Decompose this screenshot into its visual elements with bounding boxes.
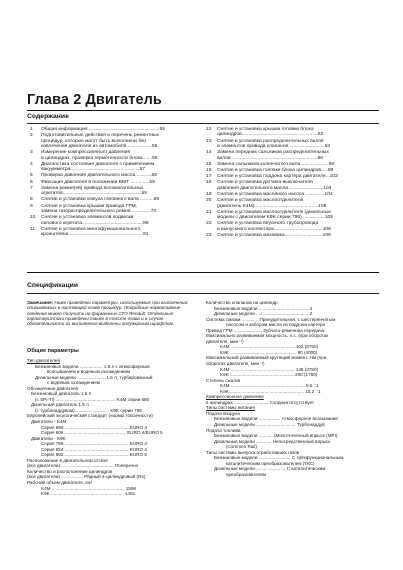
- spec-line: K4M .......................................................... 9.5 : 1: [220, 383, 319, 389]
- contents-entry-number: 22: [206, 221, 212, 227]
- contents-entry: [30, 127, 202, 132]
- spec-line: Максимально развиваемая мощность, л.с. (при оборотах: [206, 333, 329, 339]
- spec-line: в цилиндрах ........................... Сходная отсутствует: [206, 399, 314, 405]
- contents-entry-title: Диагностика состояния двигателя с применением вакуумметра...................................................57: [41, 161, 155, 173]
- note-label: Замечание:: [27, 300, 54, 305]
- contents-entry-title: Фиксация двигателя в положении ВМТ ..............59: [41, 179, 155, 185]
- contents-entry-number: 15: [206, 161, 212, 167]
- contents-entry-title: Снятие и установка кожуха головного вала ..........69: [41, 197, 160, 203]
- spec-line: (все двигатели) ................. Рядный 4-цилиндровый (R4): [27, 474, 146, 480]
- spec-line: Дизельные модели ............................... Турбонаддув: [214, 422, 325, 428]
- contents-entry: [206, 233, 378, 238]
- contents-entry-title: Снятие и установка датчика-выключателя давления двигательного масла .........................104: [217, 180, 332, 191]
- spec-line: Дизельные модели ....................... С каталитическим: [214, 466, 326, 472]
- contents-entry-number: 23: [206, 232, 212, 238]
- spec-line: Дизельный двигатель 1.5 л: [31, 402, 89, 408]
- contents-entry: [30, 186, 202, 197]
- general-params-heading: Общие параметры: [27, 348, 79, 354]
- spec-line: Серия 690 .................................................. EURO 4: [41, 424, 147, 430]
- spec-line: (с турбонаддувом)........................... K9K серии 796: [35, 407, 142, 413]
- spec-line: с водяным охлаждением: [47, 380, 101, 386]
- spec-line: (Common Rail): [226, 444, 257, 450]
- spec-line: Количество и расположение цилиндров: [27, 468, 113, 474]
- specs-note: [27, 300, 197, 326]
- contents-entry: [30, 204, 202, 215]
- contents-entry-title: Снятие и установка крышки головки блока цилиндров........................................................92: [217, 127, 324, 138]
- contents-entry: [206, 139, 378, 150]
- contents-entry: [206, 168, 378, 173]
- spec-line: Степень сжатия: [206, 377, 241, 383]
- specs-rule: [27, 293, 379, 294]
- contents-entry-title: Проверка давления двигательного масла ...........58: [41, 173, 157, 179]
- contents-entry: [30, 150, 202, 161]
- spec-line: Расположение в двигательном отсеке: [27, 457, 108, 463]
- contents-entry-number: 16: [206, 167, 212, 173]
- contents-entry: [30, 162, 202, 173]
- spec-line: каталитическим преобразователем (ТКС): [226, 460, 315, 466]
- contents-entry-number: 18: [206, 180, 212, 186]
- spec-line: Серия 854 .................................................. EURO 4: [41, 446, 147, 452]
- spec-line: всасыванием и водяным охлаждением: [47, 369, 131, 375]
- spec-line: Компрессионное давление: [206, 394, 264, 400]
- contents-entry: [206, 198, 378, 209]
- spec-line: K9K .................................................... 90 (4000): [220, 349, 318, 355]
- contents-entry-number: 11: [30, 226, 36, 232]
- spec-line: Европейский экологический стандарт (нормы токсичности): [27, 413, 153, 419]
- contents-list-left: [30, 127, 202, 238]
- contents-entry: [206, 221, 378, 232]
- contents-entry-number: 6: [30, 179, 33, 185]
- spec-line: (все двигатели) ......................................... Поперечно: [27, 463, 139, 469]
- spec-line: K4M .................................................. 145 (3750): [220, 366, 319, 372]
- contents-entry-title: Измерение компрессионного давления в цилиндрах, проверка герметичности блока.......55: [41, 150, 158, 161]
- spec-line: Подача топлива: [206, 427, 241, 433]
- spec-line: K9K .......................................................... 15.2 : 1: [220, 388, 321, 394]
- spec-line: Бензиновый двигатель 1.6 л: [31, 391, 92, 397]
- contents-entry: [30, 197, 202, 202]
- spec-line: Двигатели - K4M: [31, 419, 67, 425]
- spec-line: K9K ......................................................... 1461: [41, 491, 136, 497]
- contents-entry-title: Снятие и установка впускного трубопровода и выпускного коллектора....................................106: [217, 221, 331, 232]
- spec-line: Дизельные модели ............ Непосредственный впрыск: [214, 438, 331, 444]
- spec-line: Система смазки ............. Принудительная, с шестерёнчатым: [206, 316, 336, 322]
- specs-column-left: [27, 358, 197, 497]
- contents-entry-title: Снятие и установка масляного насоса ..............104: [217, 192, 333, 198]
- spec-line: Бензиновые модели ......................... С трёхфункциональным: [214, 455, 344, 461]
- spec-line: Подача воздуха: [206, 410, 240, 416]
- spec-line: Количество клапанов на цилиндр: [206, 300, 278, 305]
- contents-entry-number: 12: [206, 127, 212, 132]
- spec-line: Серия 796 .................................................. EURO 4: [41, 441, 147, 447]
- specs-heading: Спецификации: [27, 282, 78, 289]
- contents-entry-number: 4: [30, 161, 33, 167]
- contents-entry-number: 10: [30, 215, 36, 221]
- contents-entry: [30, 173, 202, 178]
- spec-line: Тип двигателей: [27, 358, 60, 363]
- contents-entry-title: Снятие и установка маслоотделителя (дизельные модели с двигателем K9K серии 796) ................105: [217, 209, 334, 221]
- spec-line: оборотах двигателя, мин⁻¹): [206, 361, 265, 367]
- contents-entry: [206, 127, 378, 138]
- contents-list-right: [206, 127, 378, 239]
- spec-line: преобразователем: [226, 471, 267, 477]
- contents-entry: [206, 210, 378, 221]
- note-text: Ниже приведены параметры, используемые при выполнении описываемых в настоящей главе процедур. Подробные нормативные сведения можно получить на фирменных СТО Renault. Отдельные характеристики приведены также в тексте глава и в случае обязательности их выполнения выделены полужирным шрифтом.: [27, 300, 188, 327]
- contents-entry-title: Снятие и установка распределительных валов и элементов привода клапанов ..........................94: [217, 138, 331, 149]
- specs-column-right: [206, 300, 378, 478]
- contents-entry: [206, 180, 378, 191]
- spec-line: K4M .................................................. 102 (5750): [220, 344, 319, 350]
- spec-line: Привод ГРМ ...................... Зубчато-ременная передача: [206, 327, 325, 333]
- contents-entry-title: Снятие и установка поддона картера двигателя...102: [217, 174, 338, 180]
- contents-entry-title: Замена передних сальников распределительных валов ...............................................................99: [217, 150, 329, 161]
- contents-entry-title: Снятие и установка элементов подвески силового агрегата.............................................89: [41, 215, 149, 226]
- spec-line: Дизельные модели ...................... 1.5 л, турбированный: [35, 374, 153, 380]
- contents-entry-number: 1: [30, 127, 33, 132]
- spec-line: Двигатели - K9K: [31, 435, 66, 441]
- spec-line: K4M ......................................................... 1598: [41, 485, 136, 491]
- contents-entry-title: Снятие и установка маслоотделителя (двигатель K4M)...............................................105: [217, 198, 327, 209]
- contents-rule: [27, 123, 379, 124]
- contents-entry-title: Снятие и установка головки блока цилиндров.....99: [217, 167, 334, 173]
- contents-entry-number: 3: [30, 150, 33, 156]
- spec-line: Серия 892 .................................................. EURO 5: [41, 452, 147, 458]
- spec-line: (с SPi-TI) ............................................... K4M серии 690: [35, 396, 150, 402]
- chapter-title: Глава 2 Двигатель: [27, 92, 162, 108]
- contents-entry-number: 13: [206, 138, 212, 144]
- contents-entry-title: Снятие и установка маховика............................106: [217, 232, 331, 238]
- contents-entry-number: 2: [30, 133, 33, 139]
- spec-line: Максимальный развиваемый крутящий момент, Нм (при: [206, 355, 327, 361]
- contents-entry-number: 9: [30, 203, 33, 209]
- contents-entry: [30, 227, 202, 238]
- contents-entry: [206, 174, 378, 179]
- spec-line: Типы системы выпуска отработавших газов: [206, 449, 300, 455]
- contents-entry: [206, 192, 378, 197]
- contents-entry-title: Замена сальников коленчатого вала ....................99: [217, 161, 335, 167]
- spec-line: Бензиновые модели ................. Атмосферное всасывание: [214, 416, 338, 422]
- spec-line: насосом и забором масла из поддона картера: [226, 322, 326, 328]
- contents-entry: [30, 133, 202, 149]
- contents-entry: [30, 180, 202, 185]
- spec-line: двигателя, мин⁻¹): [206, 338, 244, 344]
- contents-entry-title: Подготовительные действия и перечень ремонтных процедур, которые могут быть выполнены без извлечения двигателя из автомобиля...................55: [41, 133, 160, 149]
- spec-line: Бензиновые модели ....................................... 4: [214, 305, 313, 311]
- spec-line: Серия 606 ................................................ EURO 4/EURO 5: [41, 430, 163, 436]
- contents-entry-number: 14: [206, 150, 212, 156]
- specs-top-rule: [27, 272, 379, 273]
- contents-entry-number: 7: [30, 185, 33, 191]
- contents-entry-title: Замена ремня(ей) привода вспомогательных агрегатов..........................................................59: [41, 185, 147, 197]
- contents-entry: [206, 162, 378, 167]
- contents-entry-number: 5: [30, 173, 33, 179]
- contents-heading: Содержание: [27, 113, 69, 120]
- contents-entry-number: 19: [206, 192, 212, 198]
- contents-entry-title: Снятие и установка крышки привода ГРМ, замена газораспределительного ремня...............70: [41, 203, 157, 214]
- spec-line: Бензиновые модели .................. 1.6 л с атмосферным: [35, 363, 150, 369]
- contents-entry-title: Общая информация ....................................................55: [41, 127, 165, 132]
- contents-entry-number: 21: [206, 209, 212, 215]
- spec-line: Обозначение двигателя: [27, 385, 79, 391]
- contents-entry-title: Снятие и установка многофункционального кронштейна ......................................................91: [41, 226, 149, 238]
- contents-entry: [206, 150, 378, 161]
- spec-line: Рабочий объем двигателя, см³: [27, 480, 93, 486]
- contents-entry-number: 8: [30, 197, 33, 203]
- contents-entry-number: 17: [206, 174, 212, 180]
- spec-line: Типы системы питания: [206, 405, 255, 411]
- chapter-rule: [27, 110, 379, 111]
- contents-entry: [30, 215, 202, 226]
- contents-entry-number: 20: [206, 198, 212, 204]
- spec-line: K9K .................................................. 200 (1750): [220, 372, 318, 378]
- spec-line: Дизельные модели ......................................... 2: [214, 311, 313, 317]
- spec-line: Бензиновые модели ........... (Многоточечный впрыск (MPI): [214, 433, 338, 439]
